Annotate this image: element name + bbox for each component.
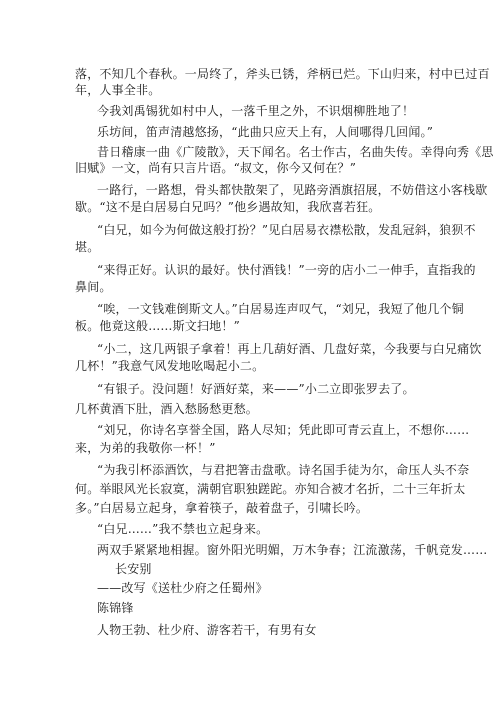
text-line: “白兄，如今为何做这般打扮？”见白居易衣襟松散，发乱冠斜，狼狈不	[97, 223, 476, 237]
text-line: “为我引杯添酒饮，与君把箸击盘歌。诗名国手徒为尔，命压人头不奈	[97, 463, 470, 477]
text-line: 多。”白居易立起身，拿着筷子，敲着盘子，引啸长吟。	[75, 501, 369, 515]
text-line: 板。他竟这般……斯文扫地！”	[75, 319, 240, 333]
text-line: 鼻间。	[75, 280, 112, 294]
text-line: “刘兄，你诗名享誉全国，路人尽知；凭此即可青云直上，不想你……	[97, 423, 470, 437]
text-line: 昔日稽康一曲《广陵散》，天下闻名。名士作古，名曲失传。幸得向秀《思	[97, 145, 494, 159]
section-subtitle: ——改写《送杜少府之任蜀州》	[97, 581, 268, 595]
text-line: 年，人事全非。	[75, 83, 161, 97]
text-line: 旧赋》一文，尚有只言片语。“叔文，你今又何在？”	[75, 161, 357, 175]
text-line: 乐坊间，笛声清越悠扬，“此曲只应天上有，人间哪得几回闻。”	[97, 125, 434, 139]
text-line: 一路行，一路想，骨头都快散架了，见路旁酒旗招展，不妨借这小客栈歇	[97, 183, 488, 197]
text-line: 人物王勃、杜少府、游客若干，有男有女	[97, 623, 317, 637]
text-line: 几杯！”我意气风发地吆喝起小二。	[75, 359, 265, 373]
text-line: 落，不知几个春秋。一局终了，斧头已锈，斧柄已烂。下山归来，村中已过百	[75, 67, 490, 81]
text-line: “唉，一文钱难倒斯文人。”白居易连声叹气，“刘兄，我短了他几个铜	[97, 302, 464, 316]
text-line: 几杯黄酒下肚，酒入愁肠愁更愁。	[75, 402, 259, 416]
author-name: 陈锦锋	[97, 601, 134, 615]
text-line: “白兄……”我不禁也立起身来。	[97, 522, 269, 536]
section-title: 长安别	[115, 562, 152, 576]
text-line: “有银子。没问题！好酒好菜，来——”小二立即张罗去了。	[97, 382, 415, 396]
text-line: 何。举眼风光长寂寞，满朝官职独蹉跎。亦知合被才名折，二十三年折太	[75, 482, 466, 496]
text-line: “小二，这几两银子拿着！再上几葫好酒、几盘好菜，今我要与白兄痛饮	[97, 342, 482, 356]
text-line: 今我刘禹锡犹如村中人，一落千里之外，不识烟柳胜地了！	[97, 104, 415, 118]
text-line: 堪。	[75, 240, 100, 254]
text-line: 来，为弟的我敬你一杯！”	[75, 441, 216, 455]
text-line: “来得正好。认识的最好。快付酒钱！”一旁的店小二一伸手，直指我的	[97, 263, 476, 277]
text-line: 两双手紧紧地相握。窗外阳光明媚，万木争春；江流激荡，千帆竞发……	[97, 543, 488, 557]
text-line: 歇。“这不是白居易白兄吗？”他乡遇故知，我欣喜若狂。	[75, 200, 381, 214]
